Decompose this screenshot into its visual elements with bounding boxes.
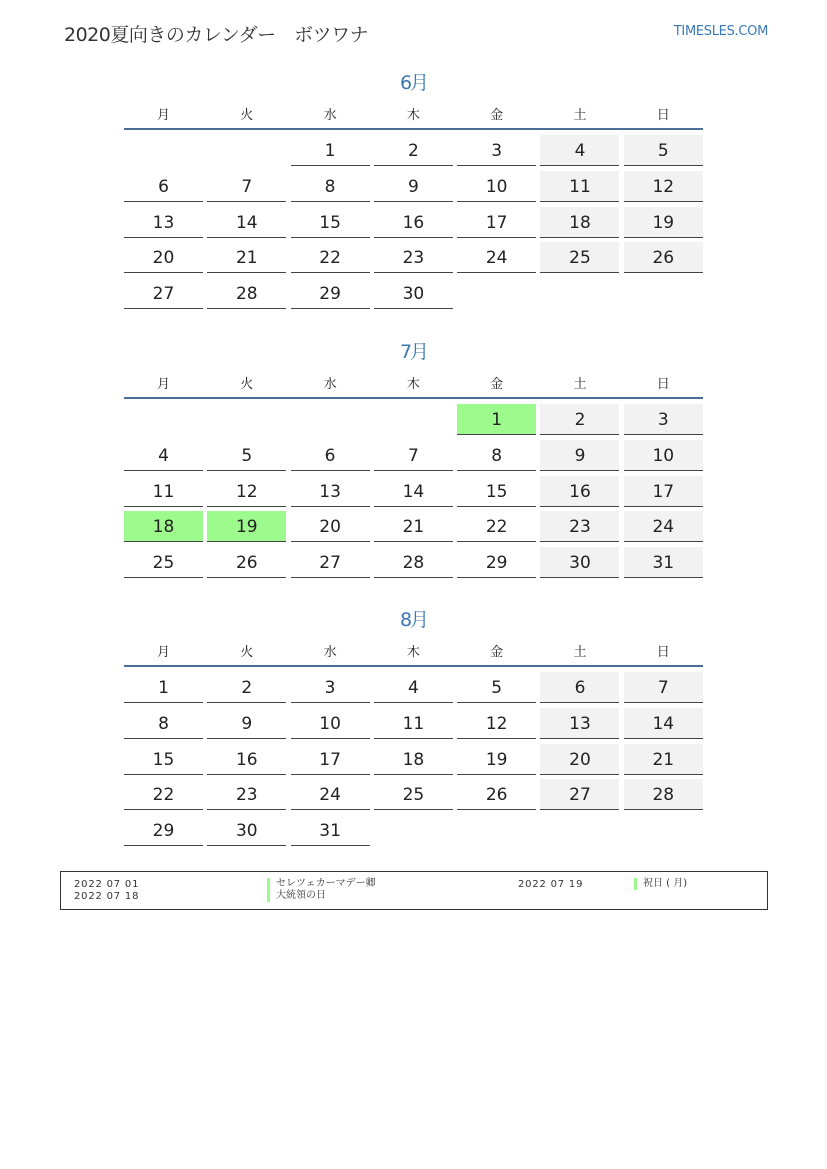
day-cell: 28 xyxy=(374,547,453,578)
day-cell: 30 xyxy=(540,547,619,578)
day-cell: 28 xyxy=(624,779,703,810)
day-cell: 6 xyxy=(291,440,370,471)
day-cell: 19 xyxy=(207,511,286,542)
empty-day-cell xyxy=(540,815,619,845)
weekday-label: 土 xyxy=(573,377,587,392)
weekday-label: 火 xyxy=(240,108,254,123)
day-cell: 11 xyxy=(124,476,203,507)
holiday-date-3: 2022 07 19 xyxy=(518,879,584,890)
day-cell: 29 xyxy=(124,815,203,846)
day-cell: 9 xyxy=(207,708,286,739)
weekday-label: 日 xyxy=(656,645,670,660)
brand-link[interactable]: TIMESLES.COM xyxy=(673,24,768,39)
empty-day-cell xyxy=(540,278,619,308)
day-cell: 14 xyxy=(624,708,703,739)
week-row xyxy=(124,511,703,542)
day-cell: 10 xyxy=(624,440,703,471)
day-cell: 3 xyxy=(291,672,370,703)
weekday-label: 火 xyxy=(240,645,254,660)
holiday-date-1: 2022 07 01 xyxy=(74,879,140,890)
day-cell: 12 xyxy=(457,708,536,739)
day-cell: 28 xyxy=(207,278,286,309)
day-cell: 9 xyxy=(374,171,453,202)
holiday-date-2: 2022 07 18 xyxy=(74,891,140,902)
day-cell: 13 xyxy=(540,708,619,739)
day-cell: 29 xyxy=(457,547,536,578)
day-cell: 19 xyxy=(457,744,536,775)
day-cell: 21 xyxy=(624,744,703,775)
day-cell: 1 xyxy=(124,672,203,703)
weekday-header xyxy=(124,104,703,130)
holiday-name-1: セレツェカーマデー卿 xyxy=(267,878,376,890)
weekday-label: 金 xyxy=(490,377,504,392)
week-row xyxy=(124,476,703,507)
weekday-label: 日 xyxy=(656,108,670,123)
day-cell: 5 xyxy=(624,135,703,166)
day-cell: 24 xyxy=(291,779,370,810)
day-cell: 18 xyxy=(374,744,453,775)
day-cell: 7 xyxy=(624,672,703,703)
day-cell: 31 xyxy=(291,815,370,846)
week-row xyxy=(124,547,703,578)
weekday-label: 水 xyxy=(323,108,337,123)
day-cell: 8 xyxy=(291,171,370,202)
empty-day-cell xyxy=(374,815,453,845)
day-cell: 7 xyxy=(374,440,453,471)
day-cell: 5 xyxy=(457,672,536,703)
day-cell: 21 xyxy=(374,511,453,542)
day-cell: 23 xyxy=(540,511,619,542)
empty-day-cell xyxy=(624,278,703,308)
weekday-label: 木 xyxy=(406,645,420,660)
weekday-header xyxy=(124,641,703,667)
day-cell: 9 xyxy=(540,440,619,471)
weekday-label: 水 xyxy=(323,377,337,392)
week-row xyxy=(124,708,703,739)
week-row xyxy=(124,278,703,309)
day-cell: 25 xyxy=(374,779,453,810)
day-cell: 26 xyxy=(207,547,286,578)
day-cell: 23 xyxy=(207,779,286,810)
weekday-label: 火 xyxy=(240,377,254,392)
day-cell: 2 xyxy=(374,135,453,166)
weekday-label: 木 xyxy=(406,377,420,392)
day-cell: 29 xyxy=(291,278,370,309)
day-cell: 27 xyxy=(540,779,619,810)
day-cell: 12 xyxy=(624,171,703,202)
day-cell: 6 xyxy=(124,171,203,202)
day-cell: 22 xyxy=(457,511,536,542)
day-cell: 10 xyxy=(457,171,536,202)
day-cell: 7 xyxy=(207,171,286,202)
day-cell: 21 xyxy=(207,242,286,273)
weekday-label: 木 xyxy=(406,108,420,123)
empty-day-cell xyxy=(124,135,203,165)
day-cell: 2 xyxy=(540,404,619,435)
day-cell: 1 xyxy=(291,135,370,166)
weekday-label: 土 xyxy=(573,645,587,660)
month-title: 6月 xyxy=(399,72,428,94)
day-cell: 6 xyxy=(540,672,619,703)
day-cell: 20 xyxy=(540,744,619,775)
day-cell: 30 xyxy=(207,815,286,846)
day-cell: 14 xyxy=(207,207,286,238)
month-title: 8月 xyxy=(399,609,428,631)
day-cell: 16 xyxy=(374,207,453,238)
day-cell: 12 xyxy=(207,476,286,507)
month-calendar xyxy=(124,339,703,583)
day-cell: 23 xyxy=(374,242,453,273)
week-row xyxy=(124,672,703,703)
day-cell: 20 xyxy=(124,242,203,273)
month-calendar xyxy=(124,607,703,851)
day-cell: 27 xyxy=(291,547,370,578)
day-cell: 11 xyxy=(540,171,619,202)
empty-day-cell xyxy=(207,404,286,434)
week-row xyxy=(124,207,703,238)
week-row xyxy=(124,779,703,810)
day-cell: 2 xyxy=(207,672,286,703)
day-cell: 26 xyxy=(624,242,703,273)
day-cell: 15 xyxy=(124,744,203,775)
empty-day-cell xyxy=(291,404,370,434)
day-cell: 11 xyxy=(374,708,453,739)
day-cell: 3 xyxy=(624,404,703,435)
day-cell: 15 xyxy=(291,207,370,238)
empty-day-cell xyxy=(374,404,453,434)
week-row xyxy=(124,815,703,846)
holiday-name-3: 祝日 ( 月) xyxy=(634,878,687,890)
day-cell: 16 xyxy=(207,744,286,775)
week-row xyxy=(124,242,703,273)
day-cell: 4 xyxy=(374,672,453,703)
document-title: 2020夏向きのカレンダー ボツワナ xyxy=(64,24,369,46)
day-cell: 22 xyxy=(291,242,370,273)
empty-day-cell xyxy=(624,815,703,845)
empty-day-cell xyxy=(457,815,536,845)
day-cell: 5 xyxy=(207,440,286,471)
week-row xyxy=(124,404,703,435)
day-cell: 17 xyxy=(291,744,370,775)
weekday-label: 日 xyxy=(656,377,670,392)
holiday-list xyxy=(60,871,768,910)
day-cell: 13 xyxy=(124,207,203,238)
day-cell: 16 xyxy=(540,476,619,507)
day-cell: 20 xyxy=(291,511,370,542)
day-cell: 4 xyxy=(124,440,203,471)
day-cell: 8 xyxy=(124,708,203,739)
day-cell: 25 xyxy=(540,242,619,273)
week-row xyxy=(124,744,703,775)
weekday-label: 月 xyxy=(156,377,170,392)
weekday-label: 月 xyxy=(156,645,170,660)
day-cell: 18 xyxy=(124,511,203,542)
holiday-name-2: 大統領の日 xyxy=(267,890,326,902)
day-cell: 22 xyxy=(124,779,203,810)
empty-day-cell xyxy=(207,135,286,165)
day-cell: 17 xyxy=(457,207,536,238)
day-cell: 26 xyxy=(457,779,536,810)
weekday-label: 金 xyxy=(490,645,504,660)
day-cell: 3 xyxy=(457,135,536,166)
weekday-label: 金 xyxy=(490,108,504,123)
day-cell: 30 xyxy=(374,278,453,309)
day-cell: 13 xyxy=(291,476,370,507)
day-cell: 15 xyxy=(457,476,536,507)
week-row xyxy=(124,135,703,166)
day-cell: 10 xyxy=(291,708,370,739)
month-calendar xyxy=(124,70,703,314)
weekday-label: 土 xyxy=(573,108,587,123)
day-cell: 31 xyxy=(624,547,703,578)
empty-day-cell xyxy=(124,404,203,434)
weekday-header xyxy=(124,373,703,399)
day-cell: 14 xyxy=(374,476,453,507)
week-row xyxy=(124,171,703,202)
weekday-label: 月 xyxy=(156,108,170,123)
day-cell: 18 xyxy=(540,207,619,238)
day-cell: 4 xyxy=(540,135,619,166)
day-cell: 8 xyxy=(457,440,536,471)
day-cell: 24 xyxy=(624,511,703,542)
day-cell: 24 xyxy=(457,242,536,273)
day-cell: 19 xyxy=(624,207,703,238)
day-cell: 25 xyxy=(124,547,203,578)
month-title: 7月 xyxy=(399,341,428,363)
weekday-label: 水 xyxy=(323,645,337,660)
day-cell: 17 xyxy=(624,476,703,507)
day-cell: 1 xyxy=(457,404,536,435)
week-row xyxy=(124,440,703,471)
day-cell: 27 xyxy=(124,278,203,309)
empty-day-cell xyxy=(457,278,536,308)
